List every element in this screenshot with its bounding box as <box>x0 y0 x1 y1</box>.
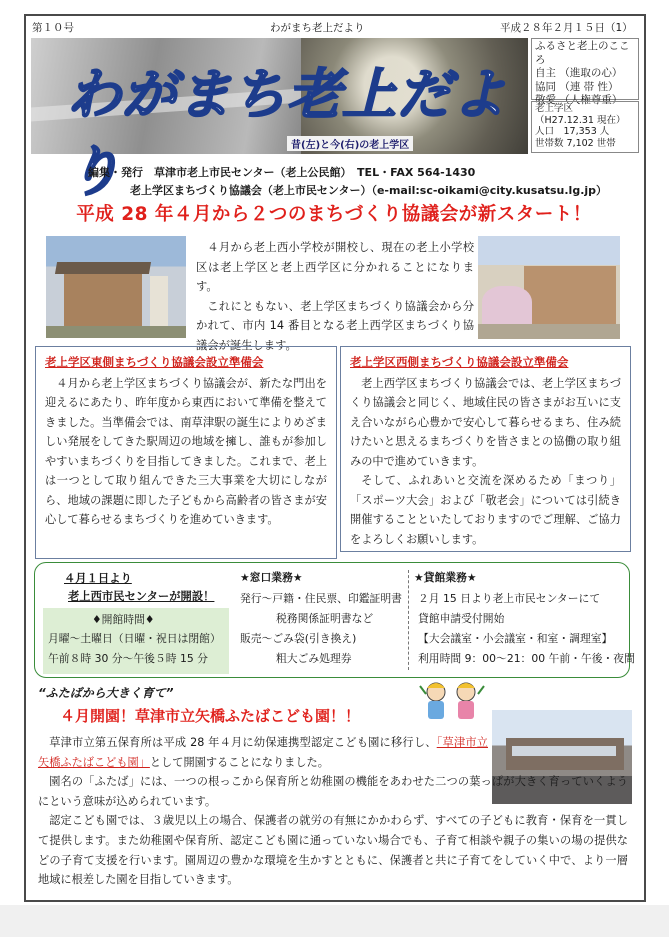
nursery-paragraph: 認定こども園では、３歳児以上の場合、保護者の就労の有無にかかわらず、すべての子どもに教育・保育を一貫して提供します。また幼稚園や保育所、認定こども園に通っていない場合でも、子育て相談や親子の集いの場の提供などの子育て支援を行います。園周辺の豊かな環境を生かすとともに、保護者と共に子育てをしていく中で、より一層地域に根差した園を目指していきます。 <box>38 814 628 887</box>
publisher-line: 編集・発行 草津市老上市民センター（老上公民館） TEL・FAX 564-1430 <box>88 166 476 179</box>
window-service-item: 税務関係証明書など <box>276 612 374 625</box>
stats-population: 人口 17,353 人 <box>535 126 610 137</box>
stats-area: 老上学区 <box>535 103 574 114</box>
nursery-text-span: として開園することになりました。 <box>149 755 329 769</box>
hours-time: 午前８時 30 分～午後５時 15 分 <box>48 652 208 665</box>
nursery-name-highlight: 「草津市立矢橋ふたばこども園」 <box>38 736 488 769</box>
population-box <box>531 101 639 153</box>
building-shape <box>524 266 616 324</box>
children-illustration <box>418 680 486 728</box>
running-title: わがまち老上だより <box>270 22 365 34</box>
intro-paragraph: これにともない、老上学区まちづくり協議会から分かれて、市内 14 番目となる老上西学区まちづくり協議会が誕生します。 <box>196 299 474 352</box>
new-center-rendering-photo <box>478 236 620 339</box>
rental-services-title: ★貸館業務★ <box>414 571 477 584</box>
building-shape <box>64 270 142 330</box>
cherry-tree-shape <box>482 286 532 326</box>
masthead-title: わがまち老上だより <box>67 63 507 203</box>
window-service-item: 販売～ごみ袋(引き換え) <box>240 632 357 645</box>
west-council-text: 老上西学区まちづくり協議会では、老上学区まちづくり協議会と同じく、地域住民の皆さまがお互いに支え合いながら心豊かで安心して暮らせるまち、住み続けたいと思えるまちづくりを皆さまとの協働の取り組みの中で進めていきます。 <box>350 376 621 468</box>
motto-line: 自主 （進取の心） <box>535 67 623 79</box>
nursery-headline: ４月開園！草津市立矢橋ふたばこども園！！ <box>60 707 361 725</box>
window-services-title: ★窓口業務★ <box>240 571 303 584</box>
issue-number: 第１０号 <box>32 22 74 34</box>
nursery-paragraph <box>38 733 488 772</box>
rental-service-item: ２月 15 日より老上市民センターにて <box>418 592 601 605</box>
motto-line: 協同 （連 帯 性） <box>535 80 619 93</box>
rental-service-item: 利用時間 9：00～21：00 午前・午後・夜間 <box>418 652 635 665</box>
window-service-item: 発行～戸籍・住民票、印鑑証明書 <box>240 592 402 605</box>
west-council-text: そして、ふれあいと交流を深めるため「まつり」「スポーツ大会」および「敬老会」については引続き開催することといたしておりますのでご理解、ご協力をよろしくお願いします。 <box>350 474 621 546</box>
window-service-item: 粗大ごみ処理券 <box>276 652 352 665</box>
motto-box <box>531 38 639 106</box>
masthead-caption: 昔(左)と今(右)の老上学区 <box>287 136 413 151</box>
center-open-date: ４月１日より <box>64 572 132 585</box>
issue-date: 平成２８年２月１５日（1） <box>500 22 633 34</box>
school-building-photo-left <box>46 236 186 338</box>
east-council-title: 老上学区東側まちづくり協議会設立準備会 <box>45 355 264 369</box>
stats-households: 世帯数 7,102 世帯 <box>535 137 616 149</box>
nursery-article-text <box>38 733 628 890</box>
roof-shape <box>55 262 151 274</box>
rental-service-item: 【大会議室・小会議室・和室・調理室】 <box>418 632 613 645</box>
hours-days: 月曜～土曜日（日曜・祝日は閉館） <box>48 632 221 645</box>
services-divider <box>408 570 410 670</box>
nursery-tagline: “ふたばから大きく育て” <box>38 686 174 700</box>
intro-paragraph: ４月から老上西小学校が開校し、現在の老上小学校区は老上学区と老上西学区に分かれることになります。 <box>196 241 474 294</box>
signboard-shape <box>150 276 168 332</box>
east-council-box <box>35 346 337 559</box>
rental-service-item: 貸館申請受付開始 <box>418 612 505 625</box>
center-open-title: 老上西市民センターが開設！ <box>68 590 215 603</box>
stats-date: （H27.12.31 現在） <box>535 114 626 126</box>
west-council-title: 老上学区西側まちづくり協議会設立準備会 <box>350 355 569 369</box>
ground-shape <box>478 324 620 339</box>
east-council-text: ４月から老上学区まちづくり協議会が、新たな門出を迎えるにあたり、昨年度から東西において準備を整えてきました。当準備会では、南草津駅の誕生によりめざましい発展をしてきた駅周辺の地域を擁し、誰もが参加しやすいまちづくりを目指してきました。これまで、老上は一つとして取り組んできた三大事業を大切にしながら、地域の課題に即した子どもから高齢者の皆さまが安心して暮らせるまちづくりを進めていきます。 <box>45 376 327 526</box>
nursery-paragraph: 園名の「ふたば」には、一つの根っこから保育所と幼稚園の機能をあわせた二つの葉っぱが大きく育っていくようにという意味が込められています。 <box>38 775 628 808</box>
main-headline: 平成 28 年４月から２つのまちづくり協議会が新スタート！ <box>76 204 592 225</box>
page-bottom-background <box>0 905 669 937</box>
intro-text <box>196 238 474 356</box>
motto-heading: ふるさと老上のこころ <box>535 40 630 66</box>
nursery-text-span: 草津市立第五保育所は平成 28 年４月に幼保連携型認定こども園に移行し、 <box>49 736 437 749</box>
west-council-box <box>340 346 631 552</box>
motto-line: 敬愛 （人権尊重） <box>535 94 623 106</box>
ground-shape <box>46 326 186 338</box>
council-contact: 老上学区まちづくり協議会（老上市民センター）（e-mail:sc-oikami@city.kusatsu.lg.jp） <box>130 184 608 197</box>
hours-title: ♦開館時間♦ <box>92 613 155 626</box>
